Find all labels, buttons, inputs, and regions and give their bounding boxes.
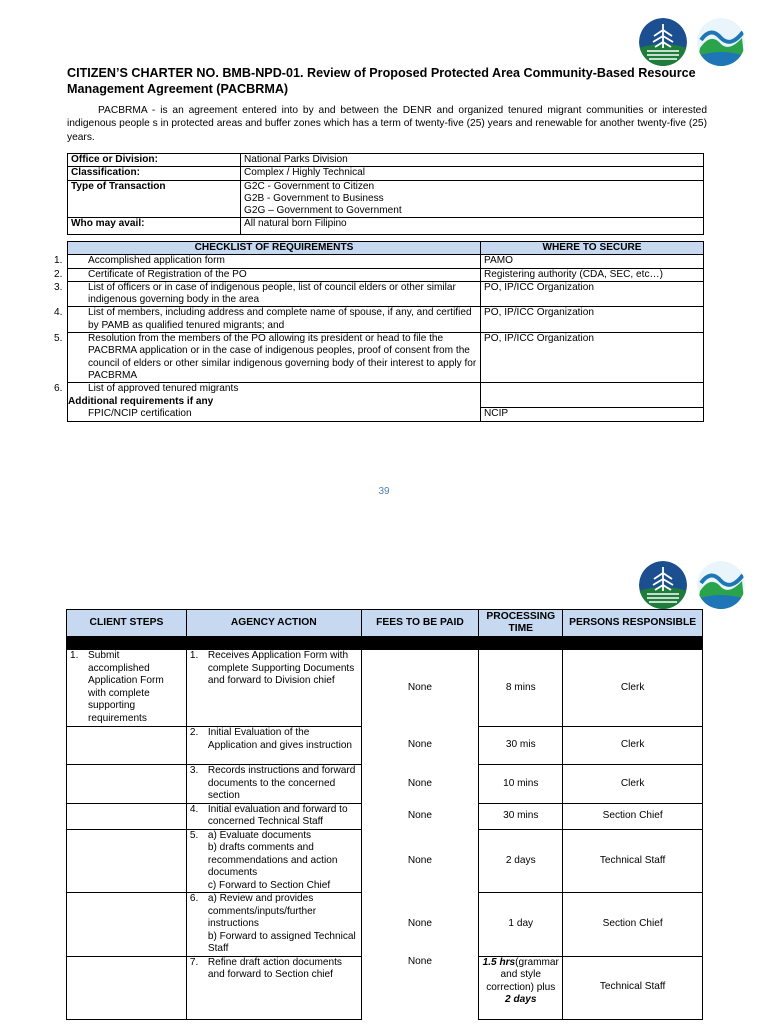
person-responsible: Section Chief	[563, 803, 703, 829]
action-number: 4.	[189, 803, 199, 815]
transaction-row	[68, 180, 704, 218]
person-responsible: Section Chief	[563, 893, 703, 957]
item-number: 3.	[54, 281, 63, 293]
action-text: a) Evaluate documents	[207, 829, 312, 841]
client-step-empty	[67, 803, 187, 829]
action-number: 6.	[189, 893, 199, 904]
requirement-item	[54, 255, 481, 268]
where-to-secure: PO, IP/ICC Organization	[481, 333, 704, 383]
person-responsible: Technical Staff	[563, 829, 703, 893]
checklist-row	[68, 281, 704, 307]
office-label: Office or Division:	[68, 154, 241, 167]
processing-time: 2 days	[479, 829, 563, 893]
time-bold: 2 days	[505, 994, 537, 1005]
checklist-row	[68, 383, 704, 408]
classification-row	[68, 167, 704, 180]
classification-label: Classification:	[68, 167, 241, 180]
avail-label: Who may avail:	[68, 218, 241, 235]
item-number: 6.	[54, 383, 63, 395]
where-to-secure: PO, IP/ICC Organization	[481, 281, 704, 307]
fee: None	[361, 829, 479, 893]
action-number: 3.	[189, 765, 199, 776]
item-text: Accomplished application form	[88, 255, 225, 267]
item-text: Resolution from the members of the PO allowing its president or head to file the PACBRMA application or in the case of indigenous peoples, proof of consent from the council of elders or other similar indigenous governing body of their interest to apply for PACBRMA	[88, 333, 477, 381]
client-step-text: Submit accomplished Application Form with complete supporting requirements	[88, 650, 164, 724]
fee: None	[361, 803, 479, 829]
processing-time: 30 mis	[479, 727, 563, 765]
fee: None	[361, 650, 479, 727]
checklist-row	[68, 333, 704, 383]
avail-row	[68, 218, 704, 235]
header-fees: FEES TO BE PAID	[361, 610, 479, 637]
item-text: Certificate of Registration of the PO	[88, 268, 247, 280]
denr-logo	[639, 561, 687, 609]
agency-action	[186, 765, 361, 804]
checklist-table	[54, 241, 704, 422]
item-text: List of approved tenured migrants	[88, 383, 239, 395]
steps-header	[67, 610, 703, 637]
additional-requirements-label: Additional requirements if any	[68, 395, 214, 407]
step-row	[67, 829, 703, 893]
agency-action	[186, 650, 361, 727]
time-bold: 1.5 hrs	[482, 956, 516, 968]
action-text: b) Forward to assigned Technical Staff	[207, 930, 356, 954]
transaction-values	[241, 180, 704, 218]
step-row	[67, 893, 703, 957]
header-persons-responsible: PERSONS RESPONSIBLE	[563, 610, 703, 637]
client-step-empty	[67, 727, 187, 765]
requirement-item	[54, 383, 481, 408]
processing-time: 10 mins	[479, 765, 563, 804]
office-value: National Parks Division	[241, 154, 704, 167]
transaction-g2b: G2B - Government to Business	[244, 192, 384, 204]
processing-time: 30 mins	[479, 803, 563, 829]
action-text: Initial evaluation and forward to concerned Technical Staff	[207, 803, 348, 827]
header-processing-time: PROCESSING TIME	[479, 610, 563, 637]
action-number: 1.	[189, 650, 199, 661]
fee: None	[361, 727, 479, 765]
checklist-row	[68, 307, 704, 333]
transaction-g2g: G2G – Government to Government	[244, 205, 402, 217]
checklist-row	[68, 268, 704, 281]
person-responsible: Clerk	[563, 650, 703, 727]
intro-paragraph	[67, 104, 707, 144]
step-row	[67, 803, 703, 829]
action-text: a) Review and provides comments/inputs/further instructions	[207, 893, 317, 929]
requirement-item	[54, 281, 481, 307]
item-number: 5.	[54, 333, 63, 345]
item-text: List of members, including address and complete name of spouse, if any, and certified by PAMB as qualified tenured migrants; and	[88, 307, 472, 331]
info-table	[67, 153, 704, 235]
denr-logo	[639, 18, 687, 66]
processing-time: 1 day	[479, 893, 563, 957]
person-responsible: Clerk	[563, 765, 703, 804]
agency-action	[186, 829, 361, 893]
client-step-empty	[67, 956, 187, 1019]
action-text: Receives Application Form with complete Supporting Documents and forward to Division chief	[207, 650, 355, 686]
item-number: 1.	[54, 255, 63, 267]
transaction-g2c: G2C - Government to Citizen	[244, 180, 375, 192]
fee: None	[361, 765, 479, 804]
step-row	[67, 727, 703, 765]
where-to-secure: PAMO	[481, 255, 704, 268]
action-number: 7.	[189, 956, 199, 968]
requirement-item	[54, 307, 481, 333]
requirement-item	[54, 268, 481, 281]
action-text: Initial Evaluation of the Application and gives instruction	[207, 727, 353, 751]
checklist-row	[68, 408, 704, 421]
agency-action	[186, 956, 361, 1019]
bmb-logo	[697, 18, 745, 66]
process-steps-table	[66, 609, 703, 1020]
action-text: c) Forward to Section Chief	[207, 879, 331, 891]
page-number: 39	[378, 486, 390, 497]
where-to-secure: PO, IP/ICC Organization	[481, 307, 704, 333]
action-number: 5.	[189, 829, 199, 841]
client-step-empty	[67, 765, 187, 804]
avail-value: All natural born Filipino	[241, 218, 704, 235]
person-responsible: Clerk	[563, 727, 703, 765]
where-to-secure	[481, 383, 704, 408]
fee: None	[361, 893, 479, 957]
page-title: CITIZEN’S CHARTER NO. BMB-NPD-01. Review of Proposed Protected Area Community-Based Resource Management Agreement (PACBRMA)	[67, 66, 696, 96]
intro-text: PACBRMA - is an agreement entered into by and between the DENR and organized tenured migrant communities or interested indigenous people s in protected areas and buffer zones which has a term of twenty-five (25) years and renewable for another twenty-five (25) years.	[67, 105, 707, 143]
agency-action	[186, 727, 361, 765]
additional-item: FPIC/NCIP certification	[68, 408, 481, 421]
client-step	[67, 650, 187, 727]
step-row	[67, 956, 703, 1019]
header-client-steps: CLIENT STEPS	[67, 610, 187, 637]
person-responsible: Technical Staff	[563, 956, 703, 1019]
header-divider-row	[67, 637, 703, 650]
checklist-header-where: WHERE TO SECURE	[481, 242, 704, 255]
client-step-empty	[67, 829, 187, 893]
checklist-header	[68, 242, 704, 255]
requirement-item	[54, 333, 481, 383]
client-step-empty	[67, 893, 187, 957]
checklist-header-requirements: CHECKLIST OF REQUIREMENTS	[68, 242, 481, 255]
action-text: Refine draft action documents and forward to Section chief	[207, 956, 342, 980]
office-row	[68, 154, 704, 167]
fee: None	[361, 956, 479, 1019]
agency-action	[186, 803, 361, 829]
step-row	[67, 765, 703, 804]
action-number: 2.	[189, 727, 199, 738]
item-number: 4.	[54, 307, 63, 319]
agency-action	[186, 893, 361, 957]
action-text: Records instructions and forward documents to the concerned section	[207, 765, 356, 801]
action-text: b) drafts comments and recommendations and action documents	[207, 842, 338, 878]
where-to-secure: NCIP	[481, 408, 704, 421]
bmb-logo	[697, 561, 745, 609]
client-step-number: 1.	[70, 650, 79, 661]
transaction-label: Type of Transaction	[68, 180, 241, 218]
time-note: (grammar and style correction) plus	[486, 956, 559, 993]
checklist-row	[68, 255, 704, 268]
item-number: 2.	[54, 268, 63, 280]
where-to-secure: Registering authority (CDA, SEC, etc…)	[481, 268, 704, 281]
classification-value: Complex / Highly Technical	[241, 167, 704, 180]
processing-time: 8 mins	[479, 650, 563, 727]
header-agency-action: AGENCY ACTION	[186, 610, 361, 637]
processing-time	[479, 956, 563, 1019]
item-text: List of officers or in case of indigenous people, list of council elders or other similar indigenous governing body in the area	[88, 281, 456, 306]
step-row	[67, 650, 703, 727]
